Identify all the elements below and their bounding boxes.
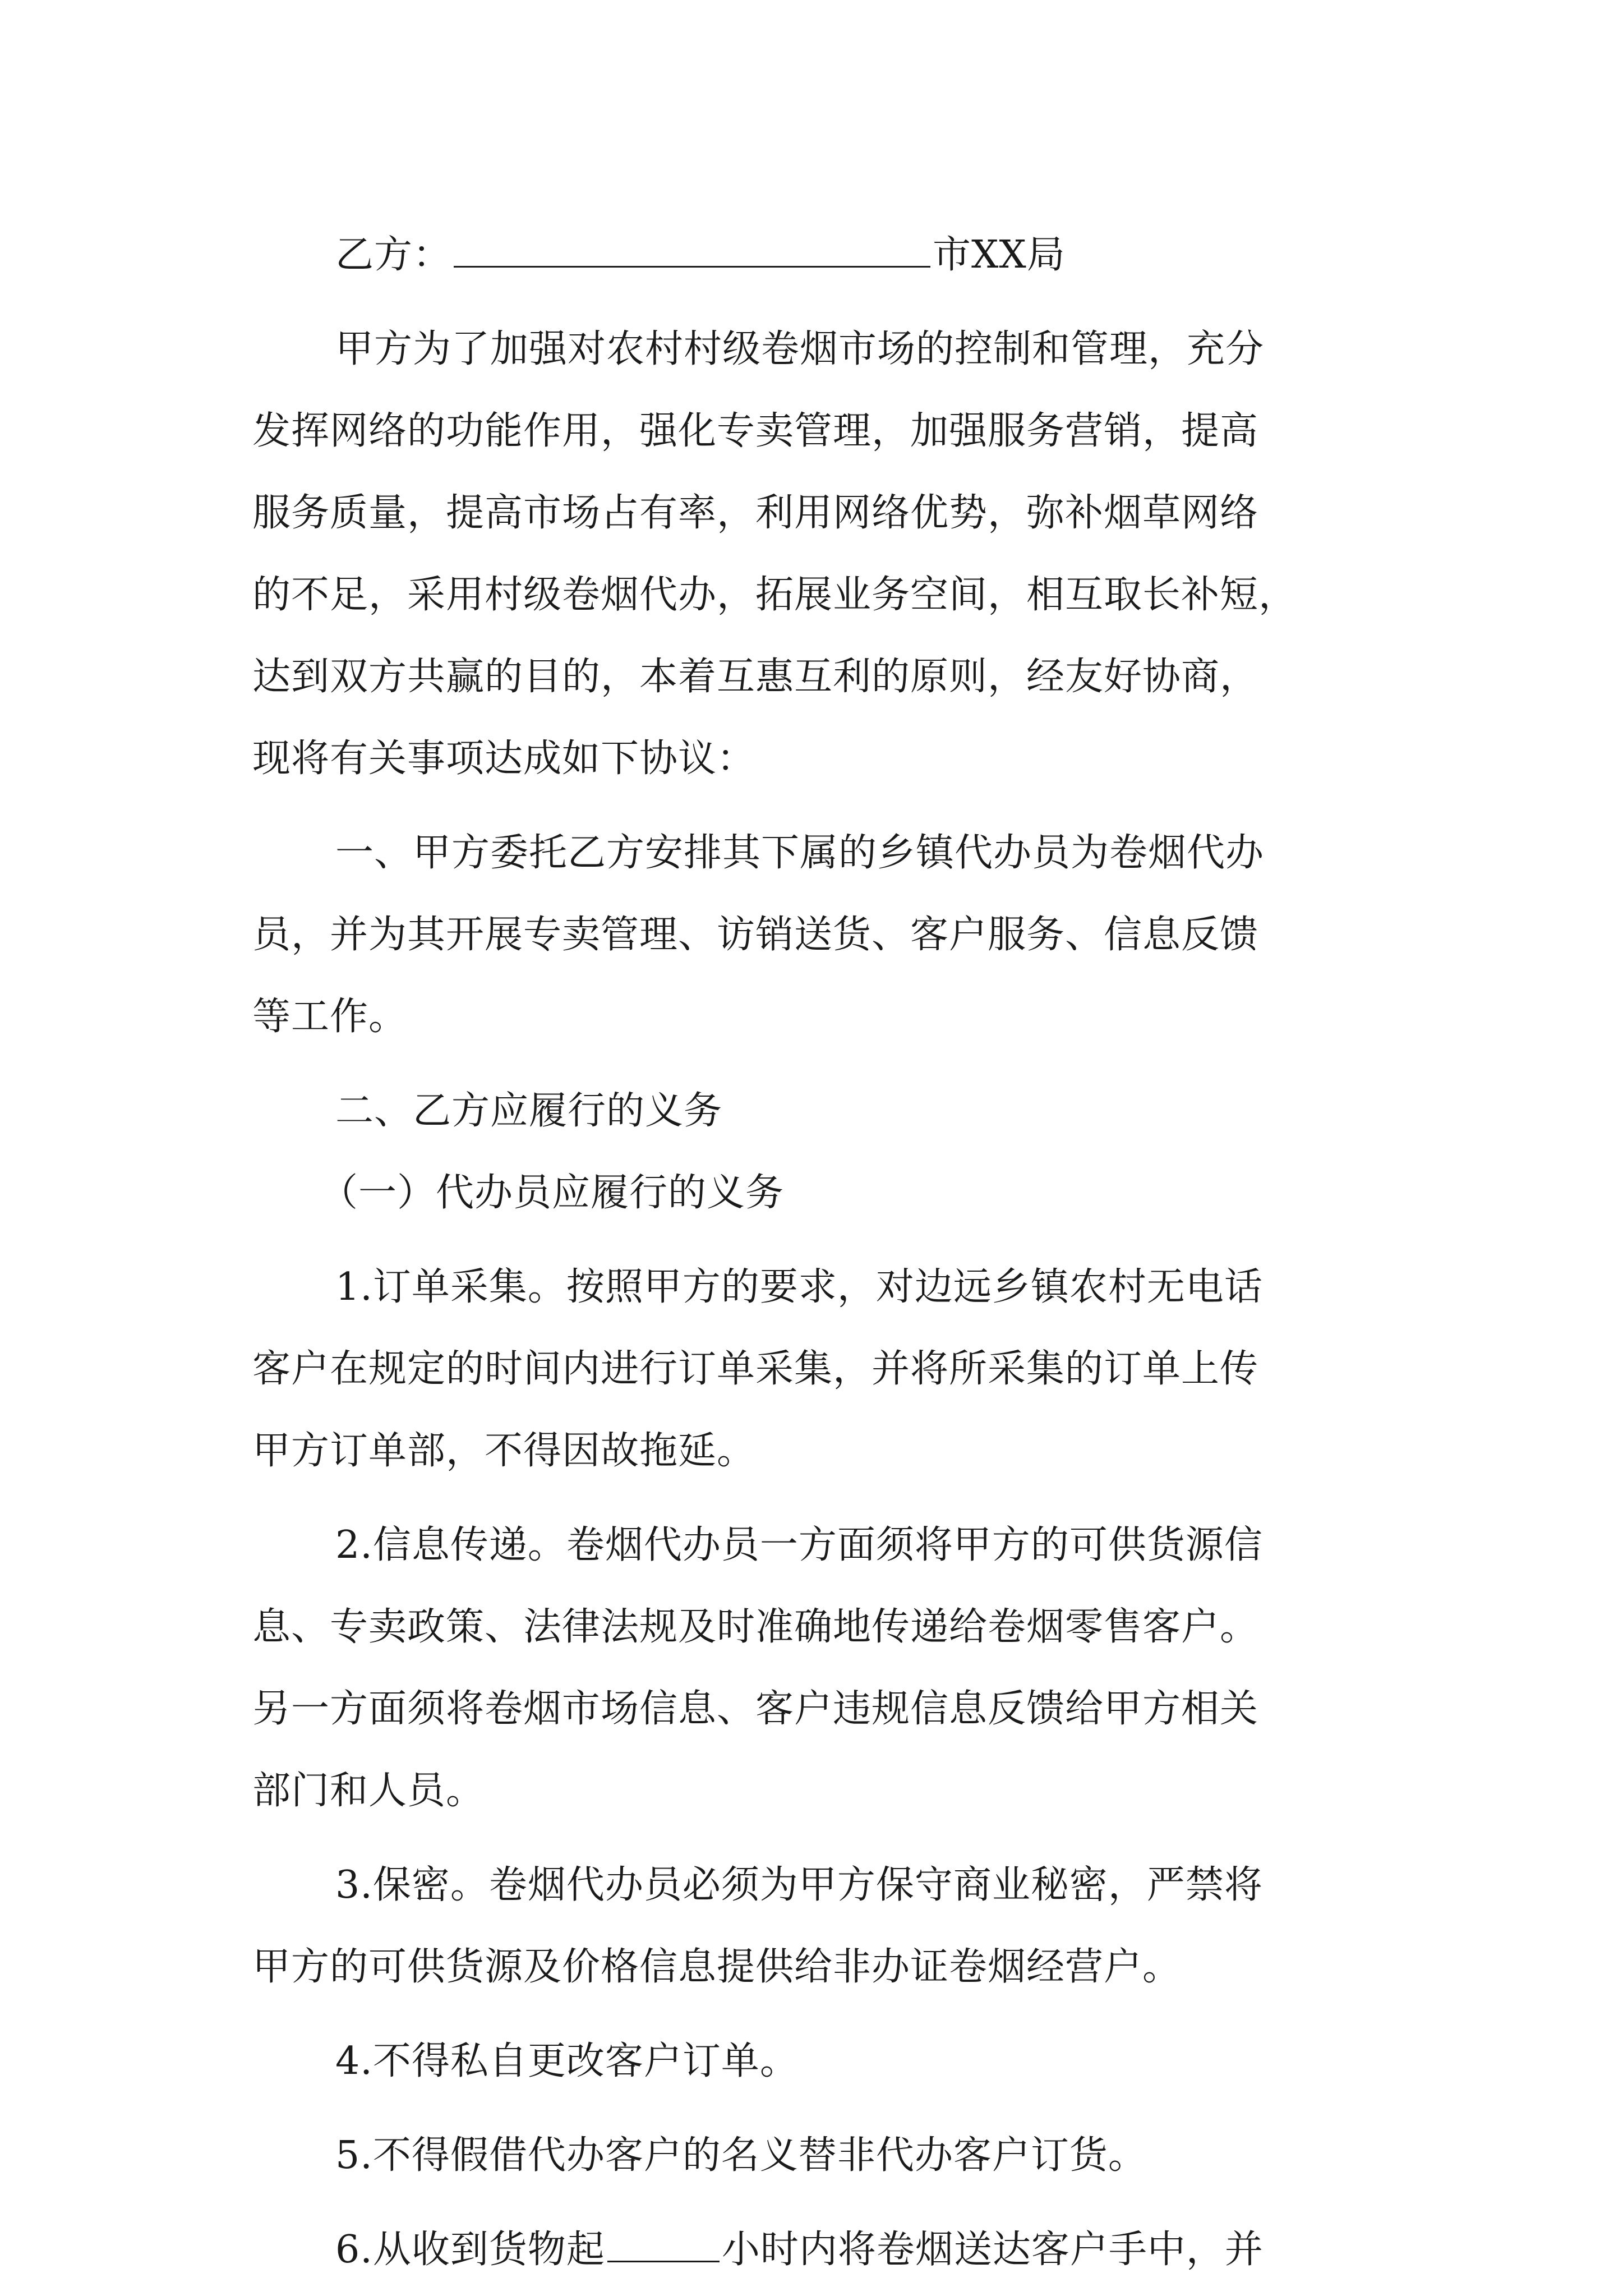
party-b-suffix: 市XX局 [933,233,1066,277]
document-body [252,214,1396,2291]
item2-line: 息、专卖政策、法律法规及时准确地传递给卷烟零售客户。 [252,1605,1259,1649]
clause1-line: 员，并为其开展专卖管理、访销送货、客户服务、信息反馈 [252,913,1259,957]
party-b-label: 乙方： [335,233,452,277]
item3-line: 甲方的可供货源及价格信息提供给非办证卷烟经营户。 [252,1945,1182,1989]
item2-line: 部门和人员。 [252,1769,485,1813]
clause2-subheading: （一）代办员应履行的义务 [320,1171,785,1215]
party-b-line [252,214,1396,296]
intro-line: 现将有关事项达成如下协议： [252,737,756,781]
item1-line: 1.订单采集。按照甲方的要求，对边远乡镇农村无电话 [335,1265,1263,1309]
item6-after: 小时内将卷烟送达客户手中，并 [721,2228,1264,2272]
intro-line: 服务质量，提高市场占有率，利用网络优势，弥补烟草网络 [252,491,1259,535]
clause1-line: 等工作。 [252,995,408,1039]
item2-line: 2.信息传递。卷烟代办员一方面须将甲方的可供货源信 [335,1523,1263,1567]
intro-line: 达到双方共赢的目的，本着互惠互利的原则，经友好协商， [252,655,1259,699]
item2-line: 另一方面须将卷烟市场信息、客户违规信息反馈给甲方相关 [252,1687,1259,1731]
item5-line: 5.不得假借代办客户的名义替非代办客户订货。 [335,2133,1147,2178]
item6-before: 6.从收到货物起 [335,2228,605,2272]
item1-line: 甲方订单部，不得因故拖延。 [252,1429,756,1473]
intro-line: 的不足，采用村级卷烟代办，拓展业务空间，相互取长补短， [252,573,1298,617]
item1-line: 客户在规定的时间内进行订单采集，并将所采集的订单上传 [252,1347,1259,1391]
hours-blank [607,2226,720,2262]
item6-line [252,2209,1396,2291]
item4-line: 4.不得私自更改客户订单。 [335,2039,799,2083]
clause1-line: 一、甲方委托乙方安排其下属的乡镇代办员为卷烟代办 [335,831,1265,875]
clause2-heading: 二、乙方应履行的义务 [335,1089,723,1133]
party-b-blank [454,231,930,268]
item3-line: 3.保密。卷烟代办员必须为甲方保守商业秘密，严禁将 [335,1863,1263,1907]
intro-line: 发挥网络的功能作用，强化专卖管理，加强服务营销，提高 [252,409,1259,453]
intro-line: 甲方为了加强对农村村级卷烟市场的控制和管理，充分 [335,327,1265,371]
